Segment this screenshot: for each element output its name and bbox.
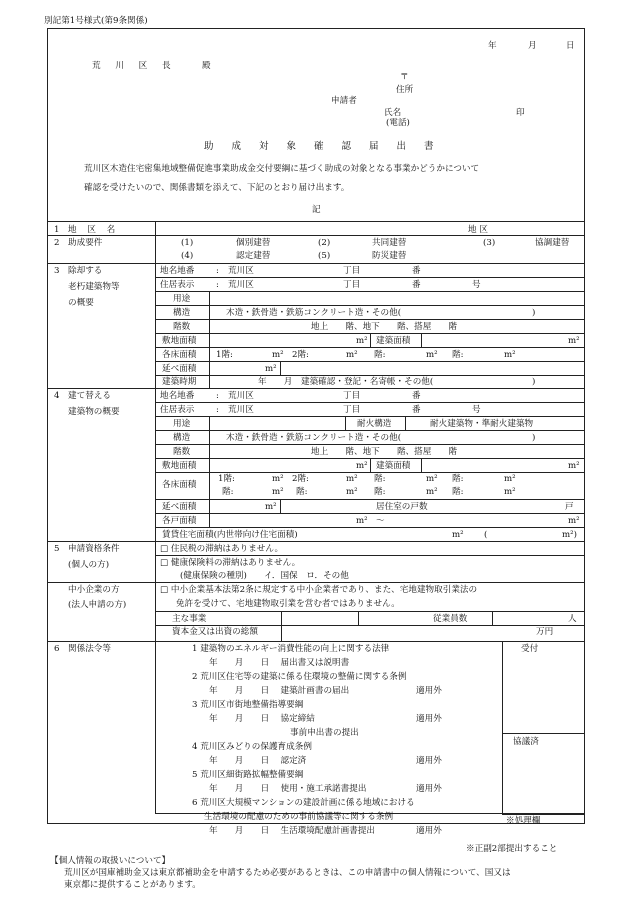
phone-label: (電話)	[386, 118, 410, 128]
m2: m²	[568, 461, 580, 471]
s2-item-3: 協調建替	[535, 238, 570, 248]
s6-line: 5 荒川区細街路拡幅整備要綱	[192, 770, 304, 780]
s5-corp-label-2: (法人申請の方)	[68, 600, 127, 610]
s5-check-sme: □ 中小企業基本法第2条に規定する中小企業者であり、また、宅地建物取引業法の	[160, 585, 478, 595]
building-area-label: 建築面積	[376, 336, 411, 346]
applicant-label: 申請者	[331, 96, 357, 106]
s6-label: 関係法令等	[68, 644, 111, 654]
s5-rule	[47, 641, 585, 642]
s4-addr-ward: 荒川区	[228, 405, 254, 415]
m2: m²	[426, 350, 438, 360]
s3-addr-ward: 荒川区	[228, 280, 254, 290]
intro-line-1: 荒川区木造住宅密集地域整備促進事業助成金交付要綱に基づく助成の対象となる事業かどうかについて	[84, 164, 480, 174]
structure-label: 構造	[173, 308, 191, 318]
s5-label-1: 申請資格条件	[68, 544, 120, 554]
s6-line: 年 月 日 使用・施工承諾書提出	[209, 784, 367, 794]
ban: 番	[412, 391, 421, 401]
use-label: 用途	[173, 294, 191, 304]
s3-label-3: の概要	[68, 298, 94, 308]
rule	[421, 333, 422, 347]
site-area-label: 敷地面積	[162, 461, 197, 471]
rule	[155, 305, 585, 306]
rule	[155, 416, 585, 417]
rule	[47, 582, 585, 583]
paren: )	[532, 308, 536, 318]
table-top-rule	[47, 221, 585, 222]
fire-resist-label: 耐火構造	[357, 419, 392, 429]
s6-line: 年 月 日 生活環境配慮計画書提出	[209, 826, 376, 836]
floor-n: 階:	[296, 487, 308, 497]
rule	[370, 458, 371, 472]
s3-addr-label: 住居表示	[160, 280, 195, 290]
s6-line: 年 月 日 建築計画書の届出	[209, 686, 350, 696]
exempt-label: 適用外	[416, 686, 442, 696]
privacy-line-2: 東京都に提供することがあります。	[64, 880, 201, 890]
m2: m²	[504, 350, 516, 360]
s3-floors-text: 地上 階、地下 階、搭屋 階	[311, 322, 458, 332]
document-title: 助成対象確認届出書	[204, 141, 452, 152]
s1-num: 1	[54, 225, 60, 235]
use-label: 用途	[173, 419, 191, 429]
rule	[155, 402, 585, 403]
ban: 番	[412, 266, 421, 276]
ban: 番	[412, 280, 421, 290]
m2: m²	[346, 474, 358, 484]
honorific: 殿	[202, 61, 211, 71]
s2-item-4: 認定建替	[236, 251, 271, 261]
s2-item-2-num: (2)	[318, 238, 331, 248]
rule	[358, 611, 359, 625]
s2-item-4-num: (4)	[181, 251, 194, 261]
s5-check-sme-2: 免許を受けて、宅地建物取引業を営む者ではありません。	[176, 599, 400, 609]
m2: m²	[356, 461, 368, 471]
s5-capital: 資本金又は出資の総額	[172, 627, 258, 637]
m2: m²	[426, 474, 438, 484]
s3-rule	[47, 388, 585, 389]
rule	[502, 814, 585, 815]
total-area-label: 延べ面積	[162, 364, 197, 374]
rule	[155, 291, 585, 292]
label-column-rule	[155, 221, 156, 642]
colon: :	[216, 391, 219, 401]
m2: m²	[452, 530, 464, 540]
m2: m²	[426, 487, 438, 497]
tilde: 〜	[376, 516, 385, 526]
s4-structure-text: 木造・鉄骨造・鉄筋コンクリート造・その他(	[226, 433, 402, 443]
s2-item-5: 防災建替	[372, 251, 407, 261]
rule	[280, 361, 281, 375]
build-period-label: 建築時期	[162, 377, 197, 387]
s2-item-1: 個別建替	[236, 238, 271, 248]
addressee: 荒 川 区 長	[92, 61, 177, 71]
rule	[155, 444, 585, 445]
s3-structure-text: 木造・鉄骨造・鉄筋コンクリート造・その他(	[226, 308, 402, 318]
s6-processing: ※処理欄	[506, 816, 541, 826]
rule	[155, 347, 585, 348]
s6-num: 6	[54, 644, 60, 654]
s4-label-1: 建て替える	[68, 391, 111, 401]
paren: )	[532, 433, 536, 443]
m2: m²	[504, 474, 516, 484]
s6-line: 年 月 日 届出書又は説明書	[209, 658, 350, 668]
s1-rule	[47, 235, 585, 236]
intro-line-2: 確認を受けたいので、関係書類を添えて、下記のとおり届け出ます。	[84, 183, 350, 193]
go: 号	[472, 280, 481, 290]
rule	[370, 333, 371, 347]
rule	[155, 319, 585, 320]
floors-label: 階数	[173, 322, 191, 332]
floor-n: 階:	[374, 487, 386, 497]
s2-item-2: 共同建替	[372, 238, 407, 248]
paren: m²)	[562, 530, 577, 540]
floor-area-label: 各床面積	[162, 350, 197, 360]
chome: 丁目	[343, 405, 361, 415]
s6-line: 1 建築物のエネルギー消費性能の向上に関する法律	[192, 644, 390, 654]
privacy-title: 【個人情報の取扱いについて】	[50, 856, 171, 866]
site-area-label: 敷地面積	[162, 336, 197, 346]
colon: :	[216, 266, 219, 276]
s2-num: 2	[54, 238, 60, 248]
s6-line: 年 月 日 認定済	[209, 756, 307, 766]
s2-item-1-num: (1)	[181, 238, 194, 248]
paren: (	[484, 530, 488, 540]
s1-label: 地 区 名	[68, 225, 120, 235]
rule	[155, 513, 585, 514]
s4-floors-text: 地上 階、地下 階、搭屋 階	[311, 447, 458, 457]
households-label: 居住室の戸数	[376, 502, 428, 512]
rule	[405, 416, 406, 430]
m2: m²	[356, 336, 368, 346]
s5-insurance-type: (健康保険の種別) イ．国保 ロ．その他	[180, 571, 349, 581]
s6-line: 6 荒川区大規模マンションの建設計画に係る地域における	[192, 798, 415, 808]
s6-line: 年 月 日 協定締結	[209, 714, 315, 724]
s5-check-tax: □ 住民税の滞納はありません。	[160, 544, 284, 554]
s2-item-5-num: (5)	[318, 251, 331, 261]
s4-num: 4	[54, 391, 60, 401]
floor-area-label: 各床面積	[162, 480, 197, 490]
rule	[155, 499, 585, 500]
floor-n: 階:	[222, 487, 234, 497]
s2-label: 助成要件	[68, 238, 103, 248]
fire-resist-quasi: 耐火建築物・準耐火建築物	[430, 419, 534, 429]
s3-period-text: 年 月 建築確認・登記・名寄帳・その他(	[258, 377, 434, 387]
ki-mark: 記	[312, 205, 321, 215]
m2: m²	[272, 487, 284, 497]
rule	[492, 611, 493, 625]
exempt-label: 適用外	[416, 714, 442, 724]
m2: m²	[265, 502, 277, 512]
m2: m²	[272, 350, 284, 360]
exempt-label: 適用外	[416, 784, 442, 794]
chome: 丁目	[343, 266, 361, 276]
rule	[155, 527, 585, 528]
s5-check-insurance: □ 健康保険料の滞納はありません。	[160, 558, 301, 568]
colon: :	[216, 405, 219, 415]
ban: 番	[412, 405, 421, 415]
form-label: 別記第1号様式(第9条関係)	[44, 16, 148, 26]
s5-persons: 人	[568, 614, 577, 624]
colon: :	[216, 280, 219, 290]
s5-label-2: (個人の方)	[68, 560, 110, 570]
rule	[345, 416, 346, 430]
s6-line: 2 荒川区住宅等の建築に係る住環境の整備に関する条例	[192, 672, 407, 682]
rule	[155, 641, 156, 814]
rule	[155, 625, 585, 626]
floor2: 2階:	[292, 474, 309, 484]
m2: m²	[272, 474, 284, 484]
s4-addr-label: 住居表示	[160, 405, 195, 415]
name-label: 氏名	[384, 108, 402, 118]
rule	[155, 375, 585, 376]
floor-n: 階:	[452, 474, 464, 484]
structure-label: 構造	[173, 433, 191, 443]
s1-suffix: 地 区	[468, 225, 488, 235]
address-label: 住所	[396, 85, 414, 95]
seal-mark: 印	[516, 108, 525, 118]
s3-lot-label: 地名地番	[160, 266, 195, 276]
total-area-label: 延べ面積	[162, 502, 197, 512]
rule	[281, 611, 282, 625]
month-label: 月	[528, 41, 537, 51]
m2: m²	[265, 364, 277, 374]
floors-label: 階数	[173, 447, 191, 457]
floor1: 1階:	[218, 474, 235, 484]
year-label: 年	[488, 41, 497, 51]
m2: m²	[568, 336, 580, 346]
s3-lot-ward: 荒川区	[228, 266, 254, 276]
floor-n: 階:	[452, 350, 464, 360]
s4-lot-ward: 荒川区	[228, 391, 254, 401]
rule	[155, 430, 585, 431]
s6-consulted: 協議済	[513, 737, 539, 747]
rule	[281, 625, 282, 642]
floor-n: 階:	[374, 474, 386, 484]
chome: 丁目	[343, 391, 361, 401]
m2: m²	[504, 487, 516, 497]
rental-area-label: 賃貸住宅面積(内世帯向け住宅面積)	[162, 530, 298, 540]
postal-mark: 〒	[400, 72, 409, 82]
floor1: 1階:	[216, 350, 233, 360]
s6-receipt: 受付	[521, 644, 539, 654]
m2: m²	[356, 516, 368, 526]
rule	[155, 555, 585, 556]
unit-area-label: 各戸面積	[162, 516, 197, 526]
s4-rule	[47, 541, 585, 542]
s2-rule	[47, 263, 585, 264]
rule	[155, 472, 585, 473]
note: ※正副2部提出すること	[466, 844, 558, 854]
s5-corp-label-1: 中小企業の方	[68, 585, 120, 595]
s2-item-3-num: (3)	[483, 238, 496, 248]
s6-line: 3 荒川区市街地整備指導要綱	[192, 700, 304, 710]
m2: m²	[346, 487, 358, 497]
s4-lot-label: 地名地番	[160, 391, 195, 401]
s6-line: 4 荒川区みどりの保護育成条例	[192, 742, 312, 752]
chome: 丁目	[343, 280, 361, 290]
go: 号	[472, 405, 481, 415]
floor-n: 階:	[452, 487, 464, 497]
s3-label-2: 老朽建築物等	[68, 282, 120, 292]
rule	[155, 611, 585, 612]
rule	[421, 458, 422, 472]
s4-label-2: 建築物の概要	[68, 407, 120, 417]
s5-main-business: 主な事業	[172, 614, 207, 624]
rule	[502, 641, 503, 814]
floor-n: 階:	[374, 350, 386, 360]
paren: )	[532, 377, 536, 387]
rule	[155, 361, 585, 362]
s5-yen: 万円	[536, 627, 554, 637]
rule	[280, 499, 281, 513]
s3-label-1: 除却する	[68, 266, 103, 276]
privacy-line-1: 荒川区が国庫補助金又は東京都補助金を申請するため必要があるときは、この申請書中の個人情報について、国又は	[64, 868, 511, 878]
exempt-label: 適用外	[416, 826, 442, 836]
rule	[502, 733, 585, 734]
ko: 戸	[565, 502, 574, 512]
s6-line: 事前申出書の提出	[290, 728, 359, 738]
day-label: 日	[566, 41, 575, 51]
s6-line: 生活環境の配慮のための事前協議等に関する条例	[204, 812, 394, 822]
m2: m²	[346, 350, 358, 360]
rule	[155, 277, 585, 278]
building-area-label: 建築面積	[376, 461, 411, 471]
exempt-label: 適用外	[416, 756, 442, 766]
s5-num: 5	[54, 544, 60, 554]
s5-employees: 従業員数	[433, 614, 468, 624]
m2: m²	[568, 516, 580, 526]
floor2: 2階:	[292, 350, 309, 360]
s3-num: 3	[54, 266, 60, 276]
